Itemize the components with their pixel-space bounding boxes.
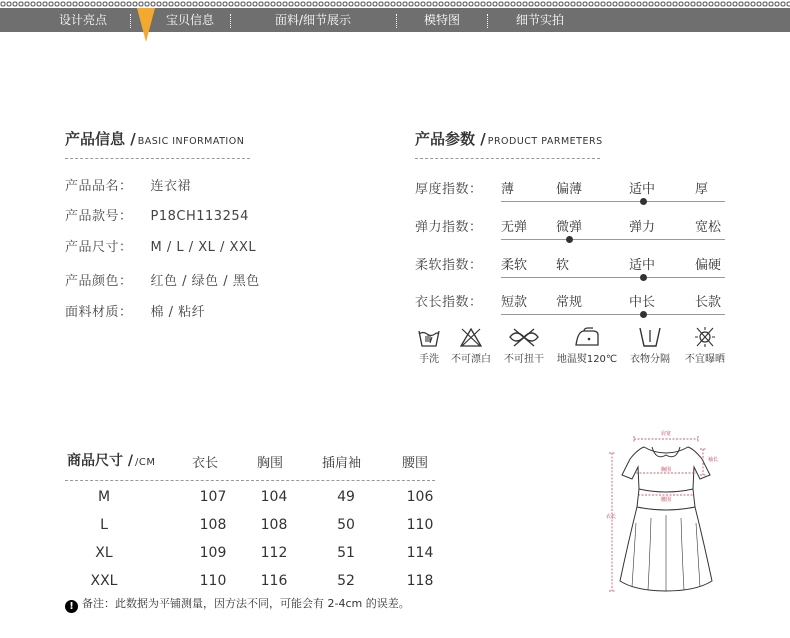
param-option: 常规 — [556, 295, 583, 310]
param-option: 无弹 — [501, 220, 528, 235]
info-row-material — [65, 301, 205, 320]
param-option: 宽松 — [695, 220, 722, 235]
size-value: 107 — [199, 489, 227, 505]
info-label: 产品尺寸： — [65, 240, 133, 255]
param-option: 软 — [556, 258, 570, 273]
nav-item-detail-photos[interactable]: 细节实拍 — [515, 13, 564, 27]
care-iron — [554, 326, 620, 365]
size-col-header: 腰围 — [402, 456, 429, 471]
info-value: M / L / XL / XXL — [150, 240, 257, 255]
param-selected-marker — [566, 236, 573, 243]
measure-lines — [609, 436, 706, 591]
care-separate-wash — [624, 326, 676, 365]
diagram-label-waist: 腰围 — [660, 497, 672, 503]
param-row — [415, 216, 725, 246]
nav-item-product-info[interactable]: 宝贝信息 — [165, 13, 214, 27]
param-scale-line — [501, 277, 725, 278]
size-value: 49 — [337, 489, 355, 505]
param-option: 适中 — [629, 182, 656, 197]
nav-separator — [487, 14, 488, 28]
param-row — [415, 291, 725, 321]
info-value: 红色 / 绿色 / 黑色 — [150, 274, 260, 289]
info-row-style-number — [65, 205, 249, 224]
care-label: 手洗 — [419, 354, 439, 365]
param-option: 长款 — [695, 295, 722, 310]
info-value: P18CH113254 — [150, 209, 249, 224]
divider — [65, 480, 435, 481]
nav-item-design-highlights[interactable]: 设计亮点 — [58, 13, 107, 27]
size-value: 109 — [199, 545, 227, 561]
care-no-sun — [680, 326, 730, 365]
product-info-title: 产品信息 / BASIC INFORMATION — [65, 130, 245, 148]
info-label: 产品颜色： — [65, 274, 133, 289]
param-option: 偏硬 — [695, 258, 722, 273]
param-row — [415, 178, 725, 208]
product-info-title-en: BASIC INFORMATION — [137, 136, 245, 147]
info-value: 连衣裙 — [150, 179, 192, 194]
info-label: 产品款号： — [65, 209, 133, 224]
size-label: L — [100, 517, 108, 533]
size-label: XL — [95, 545, 113, 561]
active-nav-arrow-icon — [137, 8, 155, 42]
care-label: 衣物分隔 — [630, 354, 670, 365]
nav-separator — [396, 14, 397, 28]
no-bleach-icon — [459, 326, 483, 348]
size-value: 50 — [337, 517, 355, 533]
diagram-label-length: 衣长 — [606, 514, 617, 520]
param-option: 弹力 — [629, 220, 656, 235]
param-scale-line — [501, 239, 725, 240]
size-value: 106 — [406, 489, 434, 505]
iron-icon — [572, 326, 602, 348]
nav-item-fabric-details[interactable]: 面料/细节展示 — [274, 13, 352, 27]
nav-item-model-photos[interactable]: 模特图 — [423, 13, 460, 27]
divider — [65, 158, 250, 159]
size-value: 116 — [260, 573, 288, 589]
info-row-color — [65, 270, 260, 289]
param-label: 厚度指数： — [415, 182, 483, 197]
divider — [415, 158, 600, 159]
dress-measurement-diagram — [606, 423, 726, 606]
care-no-wring — [499, 326, 549, 365]
param-label: 衣长指数： — [415, 295, 483, 310]
param-option: 适中 — [629, 258, 656, 273]
size-table-title-text: 商品尺寸 — [67, 453, 123, 469]
no-sun-icon — [693, 326, 717, 348]
info-row-size — [65, 236, 256, 255]
param-scale-line — [501, 201, 725, 202]
size-value: 112 — [260, 545, 288, 561]
product-params-title: 产品参数 / PRODUCT PARMETERS — [415, 130, 603, 148]
size-value: 104 — [260, 489, 288, 505]
hand-wash-icon — [417, 326, 441, 348]
product-params-title-text: 产品参数 — [415, 130, 476, 148]
product-info-title-text: 产品信息 — [65, 130, 126, 148]
param-option: 中长 — [629, 295, 656, 310]
care-label: 地温熨120℃ — [556, 354, 618, 365]
care-no-bleach — [446, 326, 496, 365]
param-selected-marker — [640, 198, 647, 205]
note-text: 备注：此数据为平铺测量，因方法不同，可能会有 2-4cm 的误差。 — [82, 597, 410, 610]
product-params-title-en: PRODUCT PARMETERS — [487, 136, 603, 147]
diagram-label-sleeve: 袖长 — [708, 457, 719, 463]
size-table-title: 商品尺寸 / /CM — [67, 453, 156, 469]
care-label: 不可扭干 — [504, 354, 544, 365]
param-row — [415, 254, 725, 284]
care-label: 不宜曝晒 — [685, 354, 725, 365]
measurement-note — [65, 595, 410, 613]
size-col-header: 衣长 — [192, 456, 219, 471]
param-label: 柔软指数： — [415, 258, 483, 273]
info-label: 面料材质： — [65, 305, 133, 320]
size-label: M — [97, 489, 111, 505]
param-option: 柔软 — [501, 258, 528, 273]
size-col-header: 插肩袖 — [322, 456, 362, 471]
decorative-ring-border — [0, 0, 790, 8]
size-value: 51 — [337, 545, 355, 561]
size-table-unit: /CM — [135, 457, 156, 468]
size-value: 110 — [406, 517, 434, 533]
param-option: 短款 — [501, 295, 528, 310]
exclamation-icon: ! — [65, 600, 78, 613]
size-value: 108 — [260, 517, 288, 533]
size-value: 118 — [406, 573, 434, 589]
diagram-label-shoulder: 肩宽 — [660, 431, 672, 437]
care-label: 不可漂白 — [451, 354, 491, 365]
size-value: 52 — [337, 573, 355, 589]
size-value: 114 — [406, 545, 434, 561]
size-label: XXL — [90, 573, 118, 589]
diagram-label-chest: 胸围 — [660, 467, 672, 473]
info-row-name — [65, 175, 191, 194]
separate-wash-icon — [637, 326, 663, 348]
param-option: 厚 — [695, 182, 709, 197]
param-option: 薄 — [501, 182, 515, 197]
info-label: 产品品名： — [65, 179, 133, 194]
nav-separator — [230, 14, 231, 28]
param-option: 微弹 — [556, 220, 583, 235]
param-label: 弹力指数： — [415, 220, 483, 235]
size-value: 108 — [199, 517, 227, 533]
care-hand-wash — [416, 326, 442, 365]
size-col-header: 胸围 — [257, 456, 284, 471]
no-wring-icon — [506, 326, 542, 348]
param-scale-line — [501, 314, 725, 315]
nav-bar — [0, 8, 790, 32]
info-value: 棉 / 粘纤 — [150, 305, 206, 320]
param-selected-marker — [640, 274, 647, 281]
size-value: 110 — [199, 573, 227, 589]
param-selected-marker — [640, 311, 647, 318]
param-option: 偏薄 — [556, 182, 583, 197]
nav-separator — [130, 14, 131, 28]
